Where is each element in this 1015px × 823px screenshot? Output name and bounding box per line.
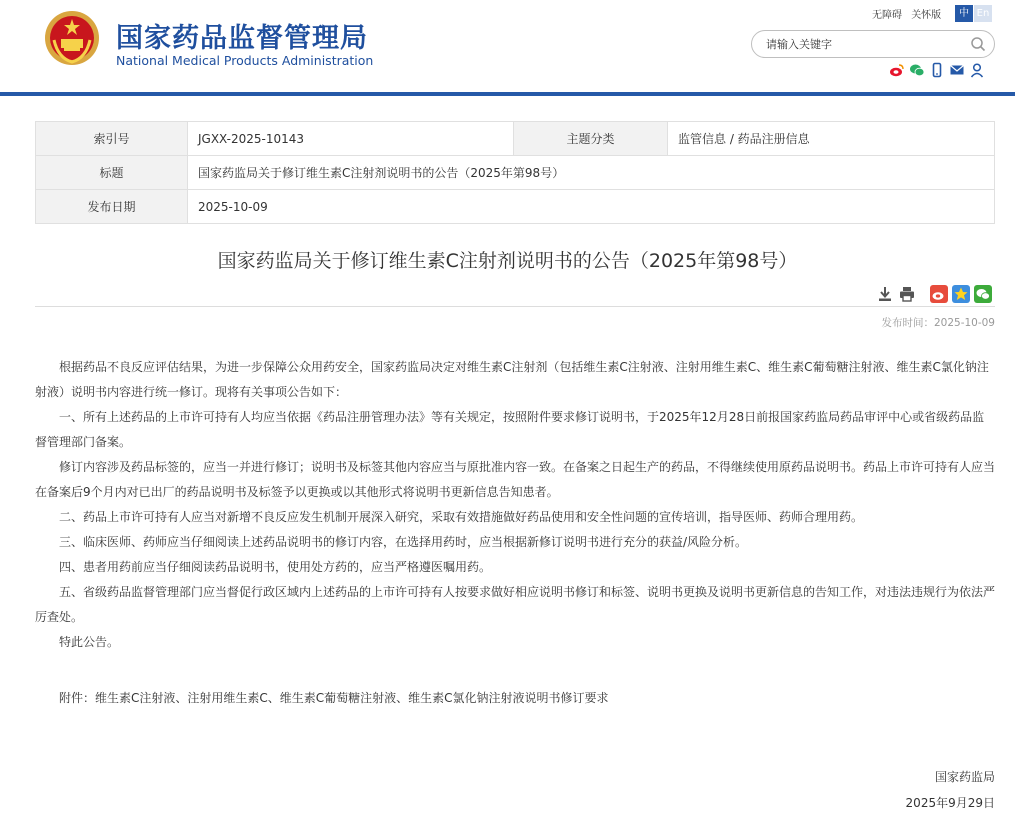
share-qzone-icon[interactable] — [952, 285, 970, 303]
index-label: 索引号 — [36, 122, 188, 156]
lang-en-button[interactable]: En — [974, 5, 992, 22]
index-value: JGXX-2025-10143 — [188, 122, 514, 156]
meta-info-table — [35, 121, 995, 224]
search-box — [751, 30, 995, 58]
paragraph: 五、省级药品监督管理部门应当督促行政区域内上述药品的上市许可持有人按要求做好相应说明书修订和标签、说明书更换及说明书更新信息的告知工作，对违法违规行为依法严厉查处。 — [35, 585, 996, 624]
paragraph: 二、药品上市许可持有人应当对新增不良反应发生机制开展深入研究，采取有效措施做好药品使用和安全性问题的宣传培训，指导医师、药师合理用药。 — [59, 510, 864, 524]
weibo-icon[interactable] — [889, 62, 905, 78]
search-input[interactable] — [766, 35, 966, 53]
paragraph: 特此公告。 — [59, 635, 120, 649]
print-icon[interactable] — [898, 285, 916, 303]
title-divider — [35, 306, 995, 307]
title-label: 标题 — [36, 156, 188, 190]
article-tools — [876, 284, 992, 304]
paragraph: 三、临床医师、药师应当仔细阅读上述药品说明书的修订内容，在选择用药时，应当根据新修订说明书进行充分的获益/风险分析。 — [59, 535, 748, 549]
wechat-icon[interactable] — [909, 62, 925, 78]
national-emblem-icon[interactable] — [44, 10, 100, 66]
paragraph: 根据药品不良反应评估结果，为进一步保障公众用药安全，国家药监局决定对维生素C注射剂（包括维生素C注射液、注射用维生素C、维生素C葡萄糖注射液、维生素C氯化钠注射液）说明书内容进行统一修订。现将有关事项公告如下： — [35, 360, 989, 399]
top-links — [872, 6, 947, 21]
date-label: 发布日期 — [36, 190, 188, 224]
header-share-row — [889, 62, 985, 80]
accessibility-link[interactable]: 无障碍 — [872, 10, 902, 21]
share-weibo-icon[interactable] — [930, 285, 948, 303]
article-body — [35, 355, 995, 655]
paragraph: 四、患者用药前应当仔细阅读药品说明书，使用处方药的，应当严格遵医嘱用药。 — [59, 560, 492, 574]
user-icon[interactable] — [969, 62, 985, 78]
site-title-en[interactable]: National Medical Products Administration — [116, 53, 374, 68]
paragraph: 一、所有上述药品的上市许可持有人均应当依据《药品注册管理办法》等有关规定，按照附件要求修订说明书，于2025年12月28日前报国家药监局药品审评中心或省级药品监督管理部门备案。 — [35, 410, 985, 449]
attachment-link[interactable]: 附件：维生素C注射液、注射用维生素C、维生素C葡萄糖注射液、维生素C氯化钠注射液说明书修订要求 — [59, 691, 609, 705]
download-icon[interactable] — [876, 285, 894, 303]
meta-row-index — [36, 122, 995, 156]
signature-org: 国家药监局 — [934, 770, 995, 784]
meta-row-date — [36, 190, 995, 224]
meta-row-title — [36, 156, 995, 190]
paragraph: 修订内容涉及药品标签的，应当一并进行修订；说明书及标签其他内容应当与原批准内容一致。在备案之日起生产的药品，不得继续使用原药品说明书。药品上市许可持有人应当在备案后9个月内对已出厂的药品说明书及标签予以更换或以其他形式将说明书更新信息告知患者。 — [35, 460, 996, 499]
category-value: 监管信息 / 药品注册信息 — [668, 122, 995, 156]
date-value: 2025-10-09 — [188, 190, 995, 224]
title-value: 国家药监局关于修订维生素C注射剂说明书的公告（2025年第98号） — [188, 156, 995, 190]
mobile-icon[interactable] — [929, 62, 945, 78]
care-mode-link[interactable]: 关怀版 — [911, 10, 942, 21]
search-icon[interactable] — [970, 36, 986, 52]
share-wechat-icon[interactable] — [974, 285, 992, 303]
publish-time: 发布时间：2025-10-09 — [881, 317, 995, 329]
header-divider — [0, 92, 1015, 96]
article-title: 国家药监局关于修订维生素C注射剂说明书的公告（2025年第98号） — [217, 250, 798, 272]
site-header — [0, 0, 1015, 92]
mail-icon[interactable] — [949, 62, 965, 78]
signature-date: 2025年9月29日 — [905, 796, 995, 810]
category-label: 主题分类 — [514, 122, 668, 156]
site-title-cn[interactable]: 国家药品监督管理局 — [116, 23, 368, 54]
lang-zh-button[interactable]: 中 — [955, 5, 973, 22]
